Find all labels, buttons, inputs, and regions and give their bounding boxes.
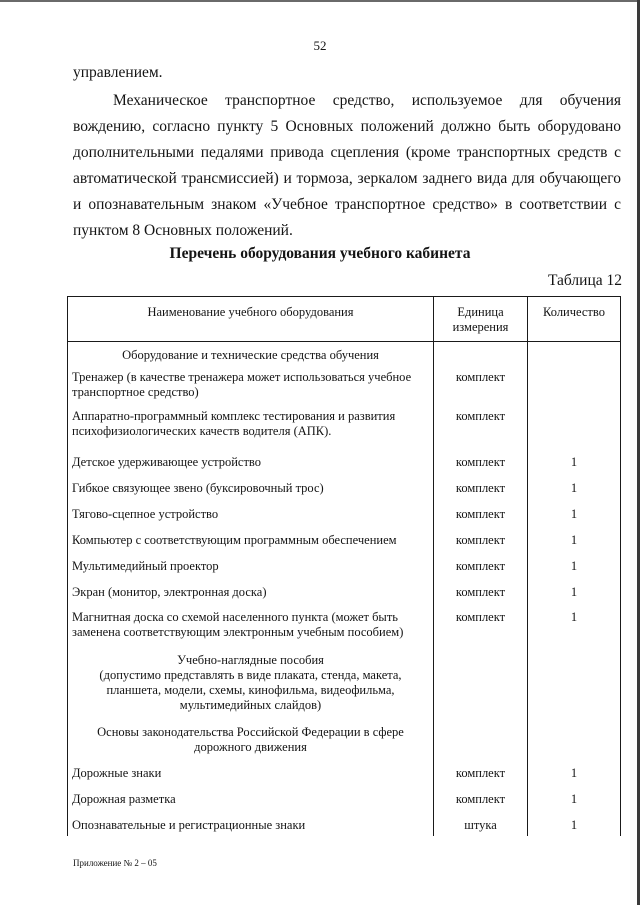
table-row: [68, 814, 621, 836]
table-row: [68, 529, 621, 555]
table-label: Таблица 12: [547, 272, 622, 289]
item-qty: 1: [528, 581, 621, 607]
item-unit: комплект: [434, 581, 528, 607]
section-title: Основы законодательства Российской Федерации в сфере дорожного движения: [68, 717, 434, 762]
item-name: Тягово-сцепное устройство: [68, 503, 434, 529]
item-qty: [528, 406, 621, 451]
table-row: [68, 581, 621, 607]
section-row: [68, 647, 621, 717]
item-name: Магнитная доска со схемой населенного пункта (может быть заменена соответствующим электронным учебным пособием): [68, 607, 434, 647]
table-row: [68, 555, 621, 581]
item-name: Компьютер с соответствующим программным обеспечением: [68, 529, 434, 555]
table-row: [68, 762, 621, 788]
footer-note: Приложение № 2 – 05: [73, 858, 157, 868]
section-title: Учебно-наглядные пособия: [177, 652, 324, 667]
scan-edge-top: [0, 0, 640, 2]
item-unit: комплект: [434, 451, 528, 477]
table-row: [68, 788, 621, 814]
item-qty: 1: [528, 529, 621, 555]
item-name: Мультимедийный проектор: [68, 555, 434, 581]
page-number: 52: [313, 38, 327, 53]
section-row: [68, 717, 621, 762]
item-name: Опознавательные и регистрационные знаки: [68, 814, 434, 836]
item-name: Дорожные знаки: [68, 762, 434, 788]
item-qty: 1: [528, 788, 621, 814]
item-name: Аппаратно-программный комплекс тестирования и развития психофизиологических качеств водителя (АПК).: [68, 406, 434, 451]
table-row: [68, 503, 621, 529]
item-qty: 1: [528, 814, 621, 836]
item-unit: комплект: [434, 762, 528, 788]
item-name: Дорожная разметка: [68, 788, 434, 814]
table-title: Перечень оборудования учебного кабинета: [169, 245, 471, 262]
item-unit: комплект: [434, 477, 528, 503]
paragraph-vehicle-equipment: Механическое транспортное средство, используемое для обучения вождению, согласно пункту 5 Основных положений должно быть оборудовано дополнительными педалями привода сцепления (кроме транспортных средств с автоматической трансмиссией) и тормоза, зеркалом заднего вида для обучающего и опознавательным знаком «Учебное транспортное средство» в соответствии с пунктом 8 Основных положений.: [73, 92, 621, 239]
equipment-table: [67, 296, 621, 836]
item-unit: комплект: [434, 788, 528, 814]
section-title: Оборудование и технические средства обучения: [68, 342, 434, 368]
section-row: [68, 342, 621, 368]
item-qty: 1: [528, 477, 621, 503]
item-qty: 1: [528, 607, 621, 647]
header-qty: Количество: [528, 297, 621, 342]
item-unit: комплект: [434, 555, 528, 581]
item-qty: 1: [528, 555, 621, 581]
item-name: Гибкое связующее звено (буксировочный трос): [68, 477, 434, 503]
section-note: (допустимо представлять в виде плаката, стенда, макета, планшета, модели, схемы, кинофильма, видеофильма, мультимедийных слайдов): [99, 667, 402, 712]
item-name: Экран (монитор, электронная доска): [68, 581, 434, 607]
header-name: Наименование учебного оборудования: [68, 297, 434, 342]
item-unit: комплект: [434, 503, 528, 529]
item-qty: 1: [528, 503, 621, 529]
item-name: Детское удерживающее устройство: [68, 451, 434, 477]
paragraph-continuation: управлением.: [73, 64, 163, 81]
table-row: [68, 368, 621, 406]
item-qty: 1: [528, 762, 621, 788]
item-unit: штука: [434, 814, 528, 836]
item-qty: 1: [528, 451, 621, 477]
table-row: [68, 451, 621, 477]
item-unit: комплект: [434, 368, 528, 406]
item-unit: комплект: [434, 529, 528, 555]
item-unit: комплект: [434, 607, 528, 647]
table-row: [68, 406, 621, 451]
table-row: [68, 477, 621, 503]
item-qty: [528, 368, 621, 406]
item-name: Тренажер (в качестве тренажера может использоваться учебное транспортное средство): [68, 368, 434, 406]
section-visual-aids: [68, 647, 434, 717]
item-unit: комплект: [434, 406, 528, 451]
table-header-row: [68, 297, 621, 342]
table-row: [68, 607, 621, 647]
header-unit: Единица измерения: [434, 297, 528, 342]
